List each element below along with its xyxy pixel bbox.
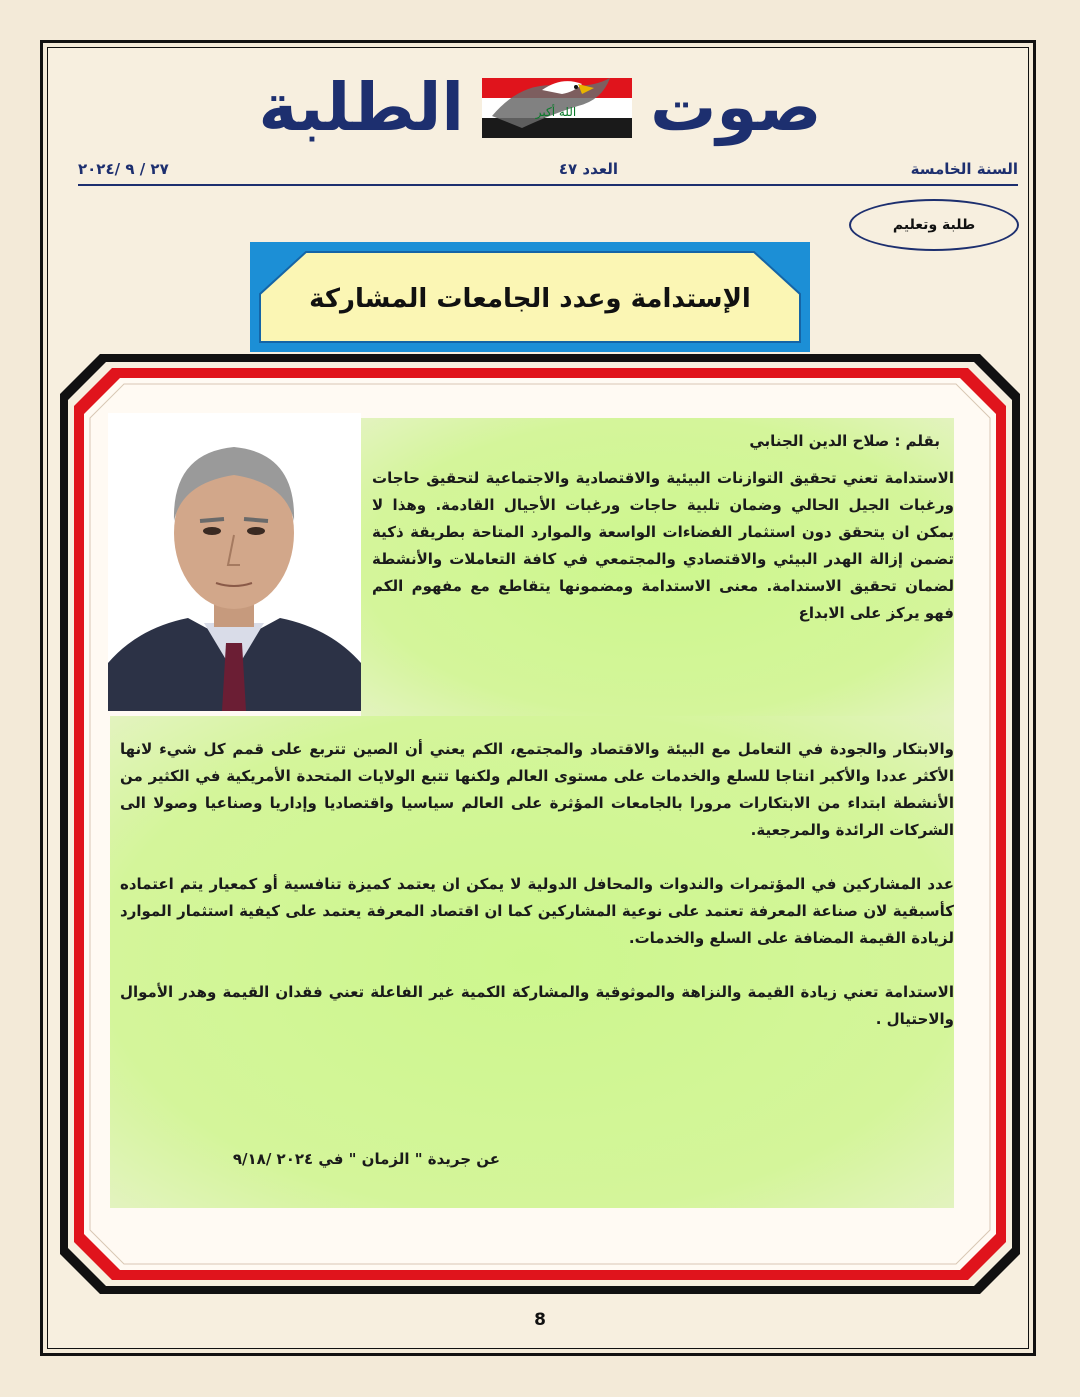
eagle-flag-logo-icon bbox=[482, 70, 632, 146]
paragraph-2: عدد المشاركين في المؤتمرات والندوات والمحافل الدولية لا يمكن ان يعتمد كميزة تنافسية أو كمعيار يتم اعتماده كأسبقية لان صناعة المعرفة تعتمد على نوعية المشاركين كما ان اقتصاد المعرفة يعتمد على كيفية استثمار الموارد لزيادة القيمة المضافة على السلع والخدمات. bbox=[120, 875, 954, 947]
article-body bbox=[120, 736, 954, 1060]
paragraph-1: والابتكار والجودة في التعامل مع البيئة والاقتصاد والمجتمع، الكم يعني أن الصين تتربع على قمم كل شيء لانها الأكثر عددا والأكبر انتاجا للسلع والخدمات على مستوى العالم ولكنها تتبع الولايات المتحدة الأمريكية في الكثير من الأنشطة ابتداء من الابتكارات مرورا بالجامعات المؤثرة على العالم سياسيا واقتصاديا وإداريا وصناعيا وصولا الى الشركات الرائدة والمرجعية. bbox=[120, 740, 954, 839]
masthead-word-students: الطلبة bbox=[258, 69, 465, 146]
paragraph-top: الاستدامة تعني تحقيق التوازنات البيئية والاقتصادية والاجتماعية لتحقيق حاجات ورغبات الجيل الحالي وضمان تلبية حاجات ورغبات الأجيال القادمة. وهذا لا يمكن ان يتحقق دون استثمار الفضاءات الواسعة والموارد المتاحة بطريقة ذكية تضمن إزالة الهدر البيئي والاقتصادي والمجتمعي في كافة التعاملات والأنشطة لضمان تحقيق الاستدامة. معنى الاستدامة ومضمونها يتقاطع مع مفهوم الكم فهو يركز على الابداع bbox=[372, 469, 954, 622]
issue-year: السنة الخامسة bbox=[910, 160, 1018, 178]
source-citation: عن جريدة " الزمان " في ٢٠٢٤ /٩/١٨ bbox=[232, 1150, 500, 1168]
page-number: 8 bbox=[534, 1310, 546, 1330]
article-title: الإستدامة وعدد الجامعات المشاركة bbox=[309, 284, 751, 314]
issue-rule bbox=[78, 184, 1018, 186]
article-intro bbox=[372, 428, 954, 627]
issue-line bbox=[78, 160, 1018, 184]
section-badge: طلبة وتعليم bbox=[849, 199, 1019, 251]
issue-date: ٢٧ / ٩ /٢٠٢٤ bbox=[78, 160, 169, 178]
issue-number: العدد ٤٧ bbox=[558, 160, 618, 178]
svg-text:الله أكبر: الله أكبر bbox=[535, 105, 577, 119]
masthead-word-voice: صوت bbox=[650, 69, 822, 146]
paragraph-3: الاستدامة تعني زيادة القيمة والنزاهة والموثوقية والمشاركة الكمية غير الفاعلة تعني فقدان القيمة وهدر الأموال والاحتيال . bbox=[120, 983, 954, 1028]
author-photo bbox=[108, 413, 361, 711]
author-byline: بقلم : صلاح الدين الجنابي bbox=[749, 432, 940, 450]
masthead bbox=[0, 68, 1080, 148]
